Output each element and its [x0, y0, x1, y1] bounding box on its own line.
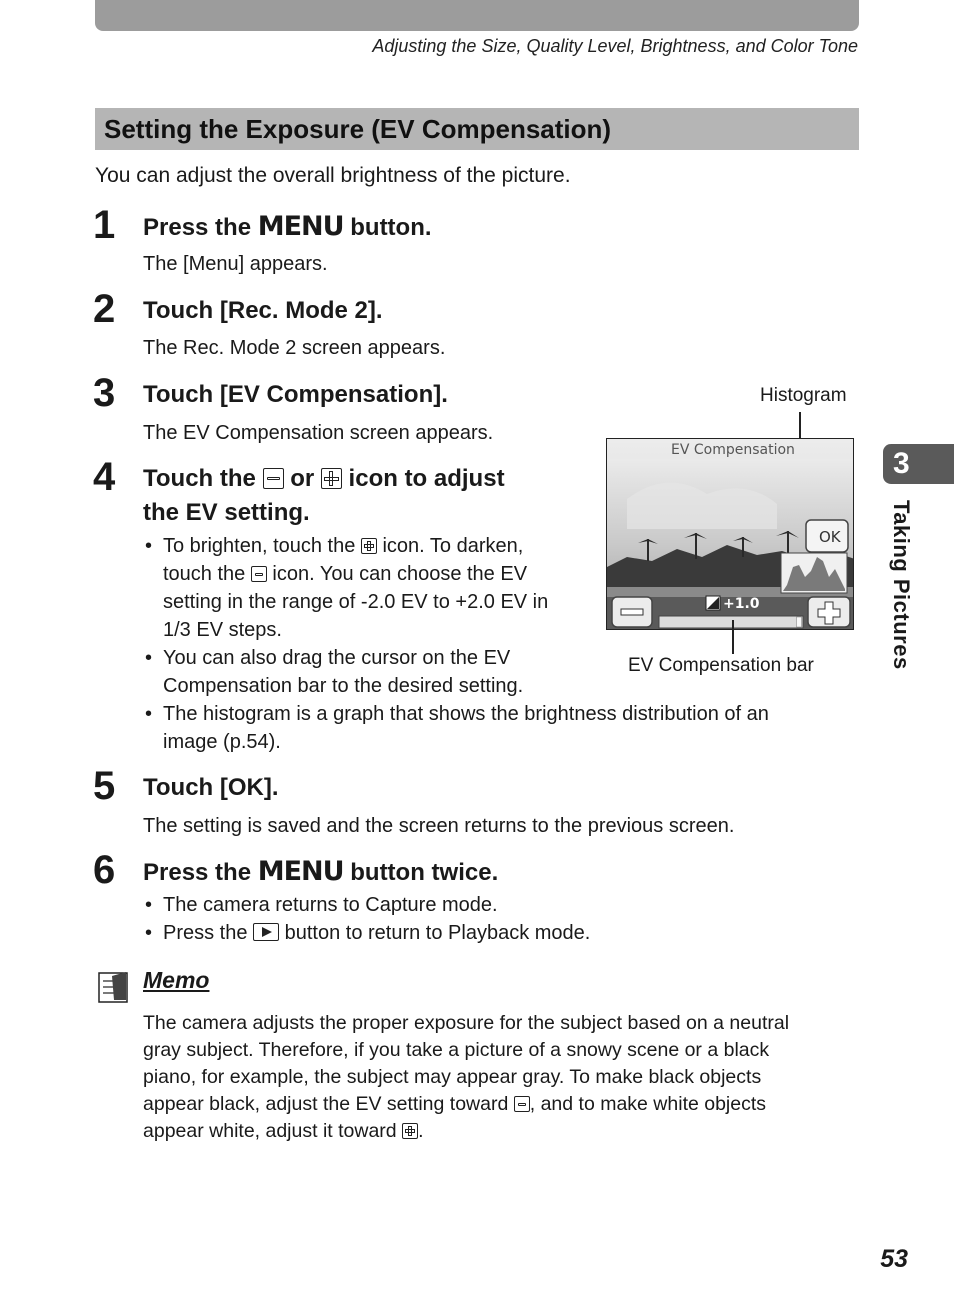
memo-body: The camera adjusts the proper exposure for the subject based on a neutral gray subject. Therefore, if you take a picture of a snowy scene or a black piano, for example, the subject may appear gray. To make black objects appear black, adjust the EV setting toward , and to make white objects appear white, adjust it toward . [143, 1012, 790, 1142]
minus-icon [263, 468, 284, 489]
plus-icon [321, 468, 342, 489]
minus-icon [514, 1096, 530, 1112]
step-6-bullet-1: • The camera returns to Capture mode. [145, 894, 498, 916]
minus-icon [251, 566, 267, 582]
plus-icon [402, 1123, 418, 1139]
step-4-bullet-2: • You can also drag the cursor on the EV Compensation bar to the desired setting. [145, 647, 524, 697]
step-3-title: Touch [EV Compensation]. [143, 381, 448, 408]
step-6-title: Press the MENU button twice. [143, 856, 499, 887]
playback-icon [253, 923, 279, 941]
ev-compensation-bar[interactable] [659, 616, 803, 628]
plus-icon [361, 538, 377, 554]
step-1-desc: The [Menu] appears. [143, 253, 328, 275]
chapter-label: Taking Pictures [889, 500, 914, 670]
menu-key-label: MENU [257, 211, 344, 242]
step-4-number: 4 [93, 455, 116, 499]
memo-title: Memo [143, 967, 210, 993]
section-heading [95, 108, 859, 150]
step-3-desc: The EV Compensation screen appears. [143, 422, 494, 444]
ev-value: +1.0 [723, 596, 760, 612]
intro-text: You can adjust the overall brightness of the picture. [95, 164, 571, 187]
step-5-title: Touch [OK]. [143, 774, 279, 801]
ev-bar-cursor[interactable] [797, 617, 802, 627]
step-2-desc: The Rec. Mode 2 screen appears. [143, 337, 446, 359]
ev-compensation-screen [606, 438, 854, 630]
step-5-desc: The setting is saved and the screen returns to the previous screen. [143, 815, 735, 837]
step-4-bullet-3: • The histogram is a graph that shows the brightness distribution of an image (p.54). [145, 703, 769, 753]
ev-bar-leader-line [732, 620, 734, 654]
step-2-title: Touch [Rec. Mode 2]. [143, 297, 383, 324]
histogram-callout: Histogram [760, 385, 847, 406]
step-6-number: 6 [93, 848, 116, 892]
memo-icon [98, 970, 130, 1009]
step-5-number: 5 [93, 764, 116, 808]
chapter-tab [883, 444, 954, 484]
header-bar [95, 0, 859, 31]
step-4-title: Touch the or icon to adjust the EV setting. [143, 465, 505, 526]
ok-label: OK [819, 528, 841, 546]
step-3-number: 3 [93, 371, 116, 415]
step-1-number: 1 [93, 203, 116, 247]
step-1-title: Press the MENU button. [143, 211, 432, 242]
ev-bar-callout: EV Compensation bar [628, 655, 814, 676]
step-2-number: 2 [93, 287, 116, 331]
menu-key-label: MENU [257, 856, 344, 887]
screen-title: EV Compensation [671, 442, 795, 458]
running-title: Adjusting the Size, Quality Level, Brightness, and Color Tone [372, 36, 858, 56]
page-number: 53 [880, 1245, 908, 1273]
chapter-number: 3 [893, 447, 910, 480]
step-4-bullet-1: • To brighten, touch the icon. To darken, touch the icon. You can choose the EV setting in the range of -2.0 EV to +2.0 EV in 1/3 EV steps. [145, 535, 549, 641]
step-6-bullet-2: • Press the button to return to Playback mode. [145, 922, 591, 944]
section-title: Setting the Exposure (EV Compensation) [104, 114, 612, 144]
beach-photo [607, 439, 854, 630]
